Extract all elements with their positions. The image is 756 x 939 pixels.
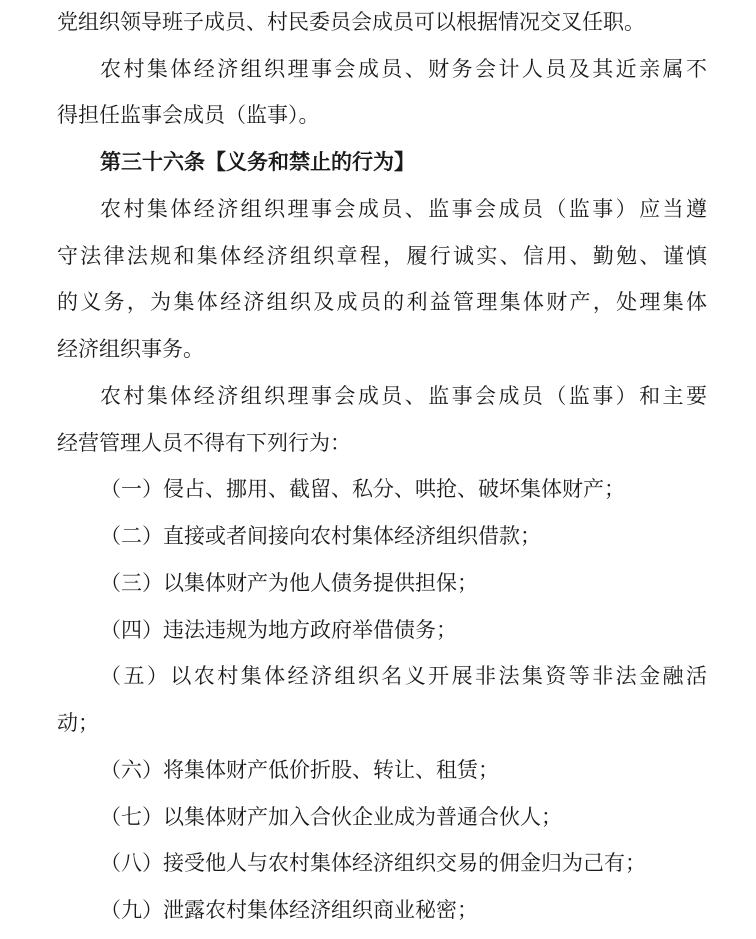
list-item: （八）接受他人与农村集体经济组织交易的佣金归为己有；	[100, 851, 646, 875]
list-item-continuation: 动；	[57, 711, 99, 735]
list-item: （九）泄露农村集体经济组织商业秘密；	[100, 898, 478, 922]
list-item: （一）侵占、挪用、截留、私分、哄抢、破坏集体财产；	[100, 477, 625, 501]
paragraph-line: 农村集体经济组织理事会成员、监事会成员（监事）和主要	[100, 384, 707, 408]
paragraph-line: 的义务，为集体经济组织及成员的利益管理集体财产，处理集体	[57, 290, 707, 314]
paragraph-line: 党组织领导班子成员、村民委员会成员可以根据情况交叉任职。	[57, 10, 645, 34]
list-item: （六）将集体财产低价折股、转让、租赁；	[100, 758, 499, 782]
list-item: （七）以集体财产加入合伙企业成为普通合伙人；	[100, 805, 562, 829]
article-heading: 第三十六条【义务和禁止的行为】	[100, 150, 415, 174]
paragraph-line: 经济组织事务。	[57, 337, 204, 361]
list-item: （三）以集体财产为他人债务提供担保；	[100, 571, 478, 595]
list-item: （五）以农村集体经济组织名义开展非法集资等非法金融活	[100, 664, 707, 688]
list-item: （二）直接或者间接向农村集体经济组织借款；	[100, 524, 541, 548]
paragraph-line: 农村集体经济组织理事会成员、监事会成员（监事）应当遵	[100, 197, 707, 221]
list-item: （四）违法违规为地方政府举借债务；	[100, 618, 457, 642]
paragraph-line: 经营管理人员不得有下列行为：	[57, 431, 351, 455]
paragraph-line: 守法律法规和集体经济组织章程，履行诚实、信用、勤勉、谨慎	[57, 244, 707, 268]
paragraph-line: 农村集体经济组织理事会成员、财务会计人员及其近亲属不	[100, 57, 707, 81]
paragraph-line: 得担任监事会成员（监事）。	[57, 103, 320, 127]
